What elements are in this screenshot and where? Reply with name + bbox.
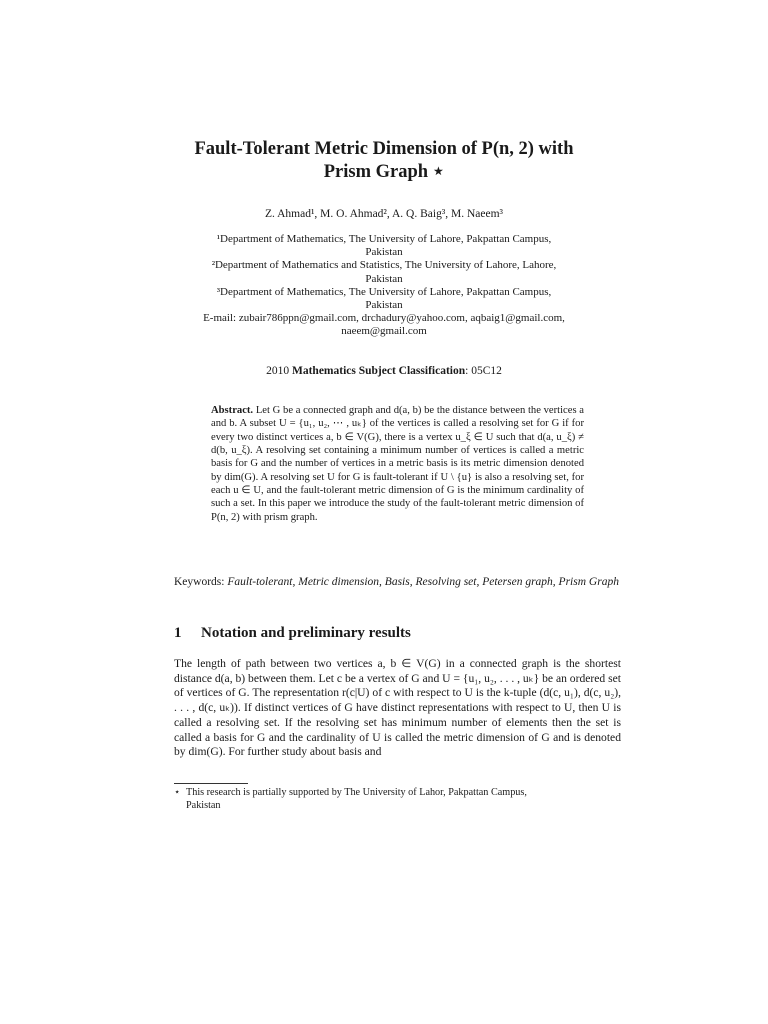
msc-year: 2010 xyxy=(266,365,290,377)
subject-classification xyxy=(120,364,648,378)
keywords-label: Keywords: xyxy=(174,576,228,588)
author-list: Z. Ahmad¹, M. O. Ahmad², A. Q. Baig³, M. Naeem³ xyxy=(264,208,504,220)
affiliation-line: Pakistan xyxy=(365,272,403,285)
paper-title xyxy=(120,138,648,184)
abstract-label: Abstract. xyxy=(211,405,254,416)
section-number: 1 xyxy=(174,625,182,641)
abstract xyxy=(211,404,584,524)
affiliation-line: Pakistan xyxy=(365,246,403,259)
email-line: naeem@gmail.com xyxy=(341,325,427,338)
footnote-mark: ⋆ xyxy=(174,787,181,798)
affiliation-line: Pakistan xyxy=(365,299,403,312)
abstract-text: Let G be a connected graph and d(a, b) be the distance between the vertices a and b. A subset U = {u₁, u₂, ⋯ , uₖ} of the vertices is called a resolving set for G if for every two distinct vertices a, b ∈ V(G), there is a vertex u_ξ ∈ U such that d(a, u_ξ) ≠ d(b, u_ξ). A resolving set containing a minimum number of vertices is called a metric basis for G and the number of vertices in a metric basis is its metric dimension denoted by dim(G). A resolving set U for G is fault-tolerant if U \ {u} is also a resolving set, for each u ∈ U, and the fault-tolerant metric dimension of G is the minimum cardinality of such a set. In this paper we introduce the study of the fault-tolerant metric dimension of P(n, 2) with prism graph. xyxy=(211,405,585,523)
footnote-line-2: Pakistan xyxy=(186,800,221,811)
keywords-text: Fault-tolerant, Metric dimension, Basis, Resolving set, Petersen graph, Prism Graph xyxy=(227,576,619,588)
msc-label: Mathematics Subject Classification xyxy=(292,365,466,377)
footnote-line-1: This research is partially supported by The University of Lahor, Pakpattan Campus, xyxy=(186,787,527,798)
footnote-rule xyxy=(174,783,248,784)
email-line: E-mail: zubair786ppn@gmail.com, drchadury@yahoo.com, aqbaig1@gmail.com, xyxy=(203,312,565,325)
footnote xyxy=(174,786,621,812)
affiliation-line: ¹Department of Mathematics, The University of Lahore, Pakpattan Campus, xyxy=(216,233,552,245)
title-line-2: Prism Graph ⋆ xyxy=(323,162,445,182)
section-title: Notation and preliminary results xyxy=(201,625,411,641)
affiliation-line: ²Department of Mathematics and Statistics, The University of Lahore, Lahore, xyxy=(211,259,557,272)
title-line-1: Fault-Tolerant Metric Dimension of P(n, 2) with xyxy=(194,139,574,159)
affiliation-line: ³Department of Mathematics, The University of Lahore, Pakpattan Campus, xyxy=(216,285,552,298)
keywords xyxy=(174,575,634,590)
msc-code: : 05C12 xyxy=(465,365,502,377)
section-heading xyxy=(174,625,634,642)
body-paragraph: The length of path between two vertices a, b ∈ V(G) in a connected graph is the shortest distance d(a, b) between them. Let c be a vertex of G and U = {u₁, u₂, . . . , uₖ} be an ordered set of vertices of G. The representation r(c|U) of c with respect to U is the k-tuple (d(c, u₁), d(c, u₂), . . . , d(c, uₖ)). If distinct vertices of G have distinct representations with respect to U, then U is called a resolving set. If the resolving set has minimum number of elements then the set is called a basis for G and the cardinality of U is called the metric dimension of G and is denoted by dim(G). For further study about basis and xyxy=(174,657,621,759)
affiliations xyxy=(160,233,608,339)
